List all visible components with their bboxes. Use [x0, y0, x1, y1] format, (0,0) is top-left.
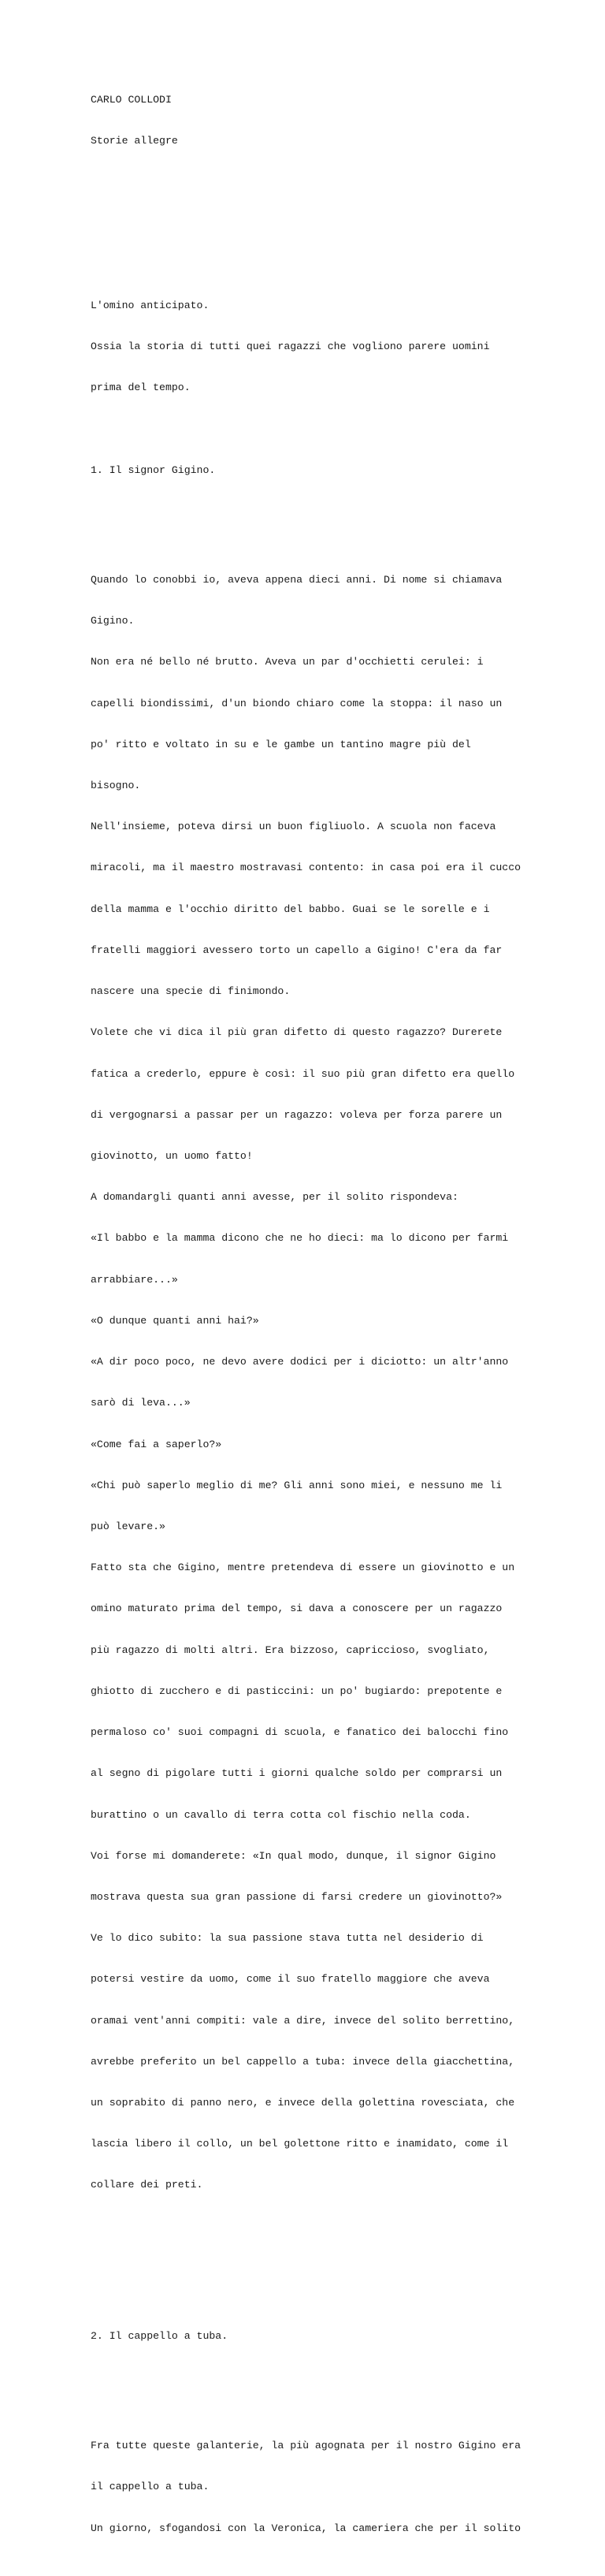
blank-line [91, 175, 599, 188]
blank-line [91, 2247, 599, 2261]
blank-line [91, 2370, 599, 2384]
story-subtitle: prima del tempo. [91, 382, 191, 394]
text-line: della mamma e l'occhio diritto del babbo. Guai se le sorelle e i [91, 903, 490, 915]
text-line: «O dunque quanti anni hai?» [91, 1314, 259, 1327]
chapter-2-body [91, 2411, 599, 2562]
text-line: un soprabito di panno nero, e invece della golettina rovesciata, che [91, 2097, 515, 2109]
text-line: giovinotto, un uomo fatto! [91, 1150, 253, 1163]
text-line: sarò di leva...» [91, 1397, 191, 1409]
chapter-heading: 2. Il cappello a tuba. [91, 2329, 228, 2342]
story-title: L'omino anticipato. [91, 299, 210, 311]
text-line: Nell'insieme, poteva dirsi un buon figliuolo. A scuola non faceva [91, 821, 496, 833]
text-line: lascia libero il collo, un bel golettone ritto e inamidato, come il [91, 2138, 509, 2150]
text-line: Ve lo dico subito: la sua passione stava tutta nel desiderio di [91, 1932, 484, 1945]
blank-line [91, 258, 599, 271]
text-line: capelli biondissimi, d'un biondo chiaro come la stoppa: il naso un [91, 697, 503, 709]
text-line: «Il babbo e la mamma dicono che ne ho dieci: ma lo dicono per farmi [91, 1232, 509, 1245]
text-line: fatica a crederlo, eppure è così: il suo più gran difetto era quello [91, 1067, 515, 1080]
text-line: Fatto sta che Gigino, mentre pretendeva di essere un giovinotto e un [91, 1562, 515, 1574]
blank-line [91, 2288, 599, 2302]
text-line: bisogno. [91, 780, 141, 792]
text-line: Volete che vi dica il più gran difetto di questo ragazzo? Durerete [91, 1026, 503, 1039]
blank-line [91, 216, 599, 229]
text-line: Un giorno, sfogandosi con la Veronica, la cameriera che per il solito [91, 2522, 521, 2534]
text-line: potersi vestire da uomo, come il suo fratello maggiore che aveva [91, 1973, 490, 1986]
blank-line [91, 423, 599, 436]
text-line: ghiotto di zucchero e di pasticcini: un po' bugiardo: prepotente e [91, 1684, 503, 1697]
text-line: di vergognarsi a passar per un ragazzo: voleva per forza parere un [91, 1108, 503, 1121]
text-line: avrebbe preferito un bel cappello a tuba: invece della giacchettina, [91, 2055, 515, 2068]
text-line: mostrava questa sua gran passione di farsi credere un giovinotto?» [91, 1890, 503, 1903]
text-line: Non era né bello né brutto. Aveva un par d'occhietti cerulei: i [91, 656, 484, 668]
chapter-heading: 1. Il signor Gigino. [91, 463, 216, 476]
text-line: «Chi può saperlo meglio di me? Gli anni sono miei, e nessuno me li [91, 1479, 503, 1491]
text-line: il cappello a tuba. [91, 2481, 210, 2493]
text-line: omino maturato prima del tempo, si dava a conoscere per un ragazzo [91, 1603, 503, 1615]
document-page [91, 65, 599, 2576]
chapter-1-body [91, 545, 599, 2220]
text-line: «A dir poco poco, ne devo avere dodici per i diciotto: un altr'anno [91, 1356, 509, 1368]
text-line: burattino o un cavallo di terra cotta col fischio nella coda. [91, 1808, 471, 1821]
story-subtitle: Ossia la storia di tutti quei ragazzi che vogliono parere uomini [91, 341, 490, 353]
text-line: Fra tutte queste galanterie, la più agognata per il nostro Gigino era [91, 2440, 521, 2452]
text-line: al segno di pigolare tutti i giorni qualche soldo per comprarsi un [91, 1767, 503, 1780]
author-name: CARLO COLLODI [91, 93, 172, 106]
text-line: po' ritto e voltato in su e le gambe un tantino magre più del [91, 738, 471, 750]
text-line: Quando lo conobbi io, aveva appena dieci anni. Di nome si chiamava [91, 573, 503, 586]
book-title: Storie allegre [91, 135, 178, 147]
text-line: Voi forse mi domanderete: «In qual modo, dunque, il signor Gigino [91, 1849, 496, 1862]
blank-line [91, 504, 599, 518]
text-line: «Come fai a saperlo?» [91, 1438, 222, 1450]
text-line: A domandargli quanti anni avesse, per il solito rispondeva: [91, 1191, 458, 1204]
text-line: nascere una specie di finimondo. [91, 985, 291, 998]
text-line: fratelli maggiori avessero torto un capello a Gigino! C'era da far [91, 944, 503, 956]
text-line: Gigino. [91, 615, 135, 627]
text-line: può levare.» [91, 1520, 165, 1532]
text-line: miracoli, ma il maestro mostravasi contento: in casa poi era il cucco [91, 862, 521, 874]
text-line: arrabbiare...» [91, 1273, 178, 1286]
text-line: collare dei preti. [91, 2179, 203, 2191]
text-line: permaloso co' suoi compagni di scuola, e fanatico dei balocchi fino [91, 1726, 509, 1739]
text-line: oramai vent'anni compiti: vale a dire, invece del solito berrettino, [91, 2014, 515, 2027]
text-line: più ragazzo di molti altri. Era bizzoso, capriccioso, svogliato, [91, 1644, 490, 1656]
